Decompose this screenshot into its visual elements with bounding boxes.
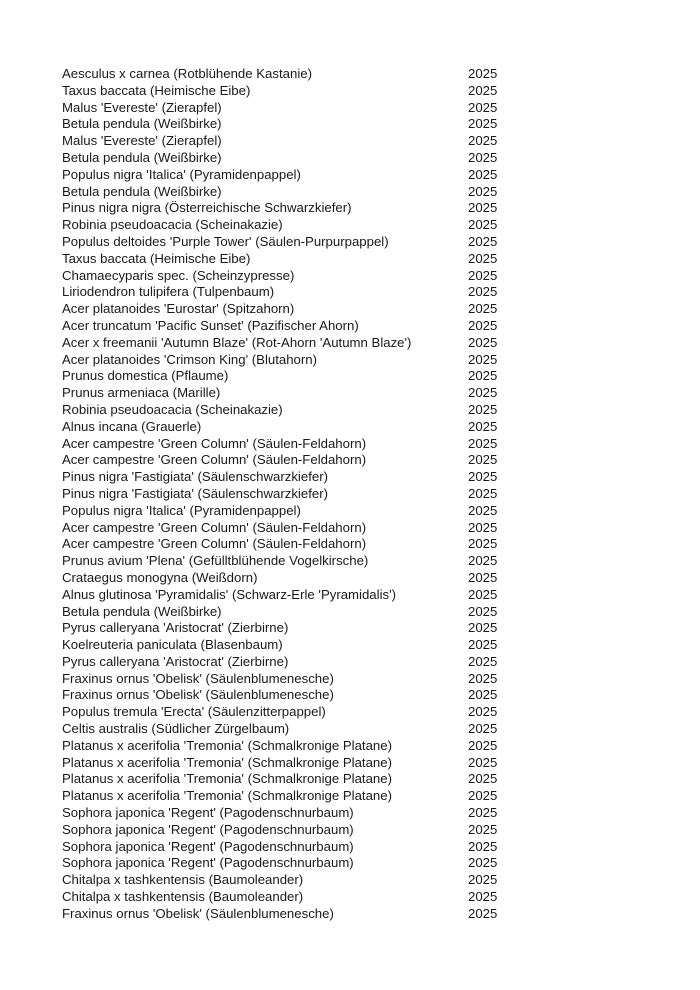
tree-name: Pyrus calleryana 'Aristocrat' (Zierbirne) [62,620,289,636]
list-item [62,301,700,318]
tree-name: Taxus baccata (Heimische Eibe) [62,250,251,266]
planting-year: 2025 [468,519,498,535]
planting-year: 2025 [468,133,498,149]
planting-year: 2025 [468,385,498,401]
list-item [62,637,700,654]
tree-name: Fraxinus ornus 'Obelisk' (Säulenblumenesche) [62,687,334,703]
planting-year: 2025 [468,872,498,888]
tree-name: Acer campestre 'Green Column' (Säulen-Feldahorn) [62,519,367,535]
list-item [62,385,700,402]
planting-year: 2025 [468,721,498,737]
planting-year: 2025 [468,200,498,216]
list-item [62,738,700,755]
planting-year: 2025 [468,149,498,165]
planting-year: 2025 [468,435,498,451]
planting-year: 2025 [468,267,498,283]
planting-year: 2025 [468,66,498,81]
list-item [62,452,700,469]
list-item [62,402,700,419]
list-item [62,436,700,453]
list-item [62,570,700,587]
list-item [62,150,700,167]
tree-list [62,66,700,923]
tree-name: Prunus avium 'Plena' (Gefülltblühende Vogelkirsche) [62,553,369,569]
tree-name: Sophora japonica 'Regent' (Pagodenschnurbaum) [62,838,354,854]
list-item [62,268,700,285]
planting-year: 2025 [468,217,498,233]
planting-year: 2025 [468,569,498,585]
planting-year: 2025 [468,317,498,333]
planting-year: 2025 [468,687,498,703]
list-item [62,839,700,856]
tree-name: Sophora japonica 'Regent' (Pagodenschnurbaum) [62,855,354,871]
tree-name: Taxus baccata (Heimische Eibe) [62,82,251,98]
planting-year: 2025 [468,838,498,854]
planting-year: 2025 [468,737,498,753]
tree-name: Robinia pseudoacacia (Scheinakazie) [62,217,283,233]
tree-name: Platanus x acerifolia 'Tremonia' (Schmalkronige Platane) [62,771,392,787]
list-item [62,704,700,721]
tree-name: Malus 'Evereste' (Zierapfel) [62,99,222,115]
tree-name: Prunus armeniaca (Marille) [62,385,221,401]
list-item [62,604,700,621]
tree-name: Acer campestre 'Green Column' (Säulen-Feldahorn) [62,435,367,451]
list-item [62,486,700,503]
planting-year: 2025 [468,250,498,266]
list-item [62,368,700,385]
planting-year: 2025 [468,905,498,921]
planting-year: 2025 [468,284,498,300]
planting-year: 2025 [468,670,498,686]
tree-name: Celtis australis (Südlicher Zürgelbaum) [62,721,290,737]
list-item [62,251,700,268]
list-item [62,184,700,201]
tree-name: Aesculus x carnea (Rotblühende Kastanie) [62,66,312,81]
planting-year: 2025 [468,502,498,518]
planting-year: 2025 [468,401,498,417]
tree-name: Fraxinus ornus 'Obelisk' (Säulenblumenesche) [62,905,334,921]
planting-year: 2025 [468,586,498,602]
list-item [62,284,700,301]
tree-name: Prunus domestica (Pflaume) [62,368,229,384]
planting-year: 2025 [468,620,498,636]
planting-year: 2025 [468,82,498,98]
planting-year: 2025 [468,469,498,485]
planting-year: 2025 [468,418,498,434]
tree-name: Sophora japonica 'Regent' (Pagodenschnurbaum) [62,805,354,821]
list-item [62,83,700,100]
list-item [62,133,700,150]
list-item [62,906,700,923]
planting-year: 2025 [468,855,498,871]
planting-year: 2025 [468,351,498,367]
list-item [62,352,700,369]
tree-name: Platanus x acerifolia 'Tremonia' (Schmalkronige Platane) [62,754,392,770]
list-item [62,318,700,335]
planting-year: 2025 [468,754,498,770]
list-item [62,671,700,688]
planting-year: 2025 [468,704,498,720]
list-item [62,419,700,436]
tree-name: Acer campestre 'Green Column' (Säulen-Feldahorn) [62,536,367,552]
planting-year: 2025 [468,536,498,552]
tree-name: Pyrus calleryana 'Aristocrat' (Zierbirne) [62,653,289,669]
list-item [62,872,700,889]
planting-year: 2025 [468,368,498,384]
tree-name: Populus tremula 'Erecta' (Säulenzitterpappel) [62,704,326,720]
list-item [62,167,700,184]
list-item [62,469,700,486]
planting-year: 2025 [468,166,498,182]
list-item [62,721,700,738]
tree-name: Acer truncatum 'Pacific Sunset' (Pazifischer Ahorn) [62,317,359,333]
planting-year: 2025 [468,116,498,132]
list-item [62,620,700,637]
list-item [62,889,700,906]
tree-name: Betula pendula (Weißbirke) [62,149,222,165]
list-item [62,587,700,604]
list-item [62,335,700,352]
planting-year: 2025 [468,889,498,905]
list-item [62,536,700,553]
tree-name: Betula pendula (Weißbirke) [62,116,222,132]
tree-name: Populus nigra 'Italica' (Pyramidenpappel) [62,502,301,518]
planting-year: 2025 [468,771,498,787]
tree-name: Populus nigra 'Italica' (Pyramidenpappel) [62,166,301,182]
tree-name: Liriodendron tulipifera (Tulpenbaum) [62,284,275,300]
list-item [62,234,700,251]
list-item [62,66,700,83]
tree-name: Betula pendula (Weißbirke) [62,183,222,199]
planting-year: 2025 [468,805,498,821]
list-item [62,100,700,117]
tree-name: Sophora japonica 'Regent' (Pagodenschnurbaum) [62,821,354,837]
list-item [62,520,700,537]
tree-name: Chamaecyparis spec. (Scheinzypresse) [62,267,295,283]
list-item [62,755,700,772]
list-item [62,217,700,234]
planting-year: 2025 [468,301,498,317]
tree-name: Alnus glutinosa 'Pyramidalis' (Schwarz-Erle 'Pyramidalis') [62,586,397,602]
list-item [62,200,700,217]
planting-year: 2025 [468,788,498,804]
list-item [62,654,700,671]
tree-name: Populus deltoides 'Purple Tower' (Säulen-Purpurpappel) [62,233,389,249]
planting-year: 2025 [468,233,498,249]
list-item [62,553,700,570]
tree-name: Robinia pseudoacacia (Scheinakazie) [62,401,283,417]
tree-name: Acer platanoides 'Crimson King' (Blutahorn) [62,351,317,367]
list-item [62,788,700,805]
list-item [62,805,700,822]
list-item [62,116,700,133]
list-item [62,822,700,839]
planting-year: 2025 [468,603,498,619]
tree-name: Koelreuteria paniculata (Blasenbaum) [62,637,283,653]
planting-year: 2025 [468,637,498,653]
tree-name: Platanus x acerifolia 'Tremonia' (Schmalkronige Platane) [62,737,392,753]
tree-name: Pinus nigra 'Fastigiata' (Säulenschwarzkiefer) [62,485,328,501]
tree-name: Chitalpa x tashkentensis (Baumoleander) [62,889,304,905]
tree-name: Malus 'Evereste' (Zierapfel) [62,133,222,149]
tree-name: Platanus x acerifolia 'Tremonia' (Schmalkronige Platane) [62,788,392,804]
planting-year: 2025 [468,183,498,199]
tree-name: Alnus incana (Grauerle) [62,418,202,434]
tree-name: Chitalpa x tashkentensis (Baumoleander) [62,872,304,888]
planting-year: 2025 [468,334,498,350]
planting-year: 2025 [468,485,498,501]
tree-name: Acer x freemanii 'Autumn Blaze' (Rot-Ahorn 'Autumn Blaze') [62,334,412,350]
planting-year: 2025 [468,452,498,468]
tree-name: Crataegus monogyna (Weißdorn) [62,569,258,585]
tree-name: Acer platanoides 'Eurostar' (Spitzahorn) [62,301,295,317]
planting-year: 2025 [468,653,498,669]
tree-name: Pinus nigra 'Fastigiata' (Säulenschwarzkiefer) [62,469,328,485]
list-item [62,855,700,872]
planting-year: 2025 [468,99,498,115]
planting-year: 2025 [468,821,498,837]
tree-name: Fraxinus ornus 'Obelisk' (Säulenblumenesche) [62,670,334,686]
tree-name: Pinus nigra nigra (Österreichische Schwarzkiefer) [62,200,352,216]
list-item [62,687,700,704]
list-item [62,503,700,520]
list-item [62,771,700,788]
planting-year: 2025 [468,553,498,569]
tree-name: Acer campestre 'Green Column' (Säulen-Feldahorn) [62,452,367,468]
tree-name: Betula pendula (Weißbirke) [62,603,222,619]
